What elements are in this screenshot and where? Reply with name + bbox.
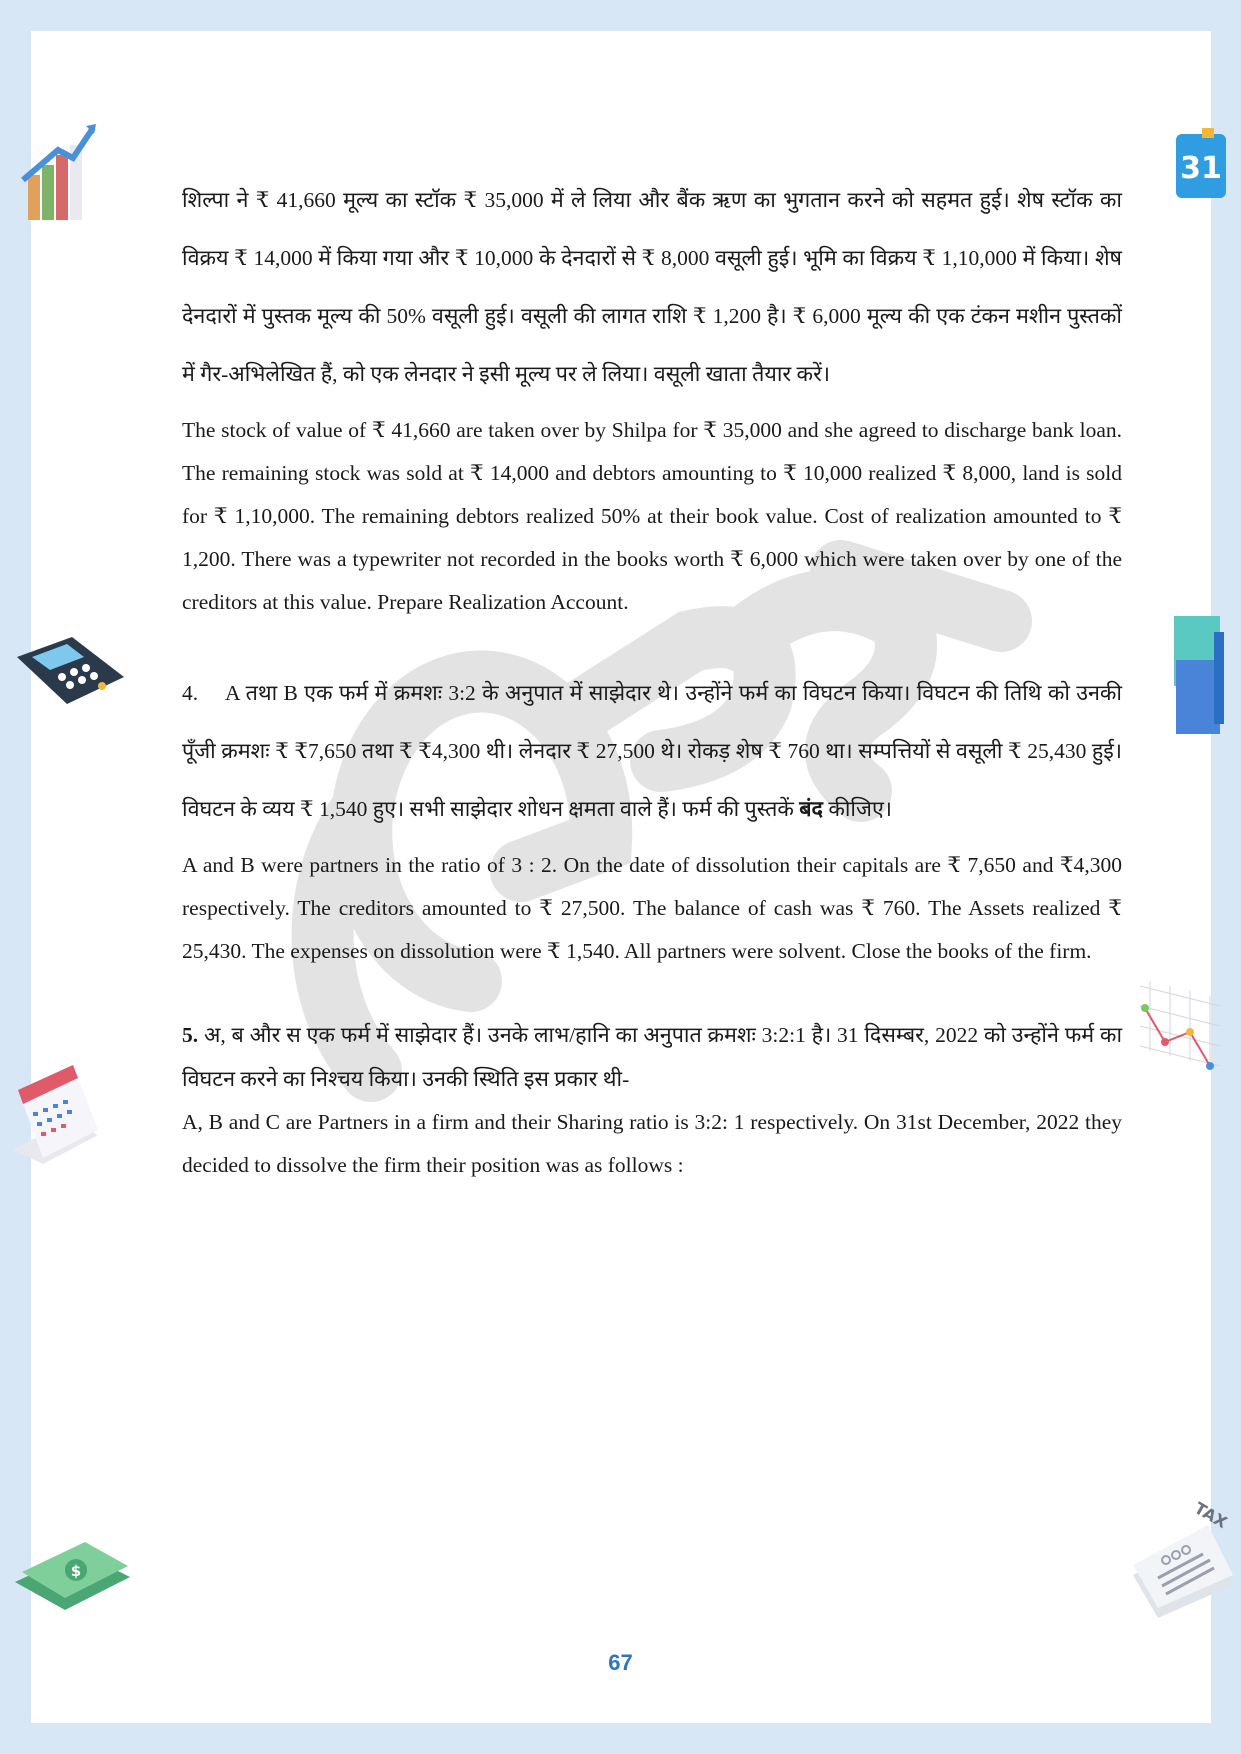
svg-text:TAX: TAX (1191, 1498, 1231, 1533)
desk-calendar-icon (8, 1060, 103, 1165)
question-5-hindi-text: अ, ब और स एक फर्म में साझेदार हैं। उनके लाभ/हानि का अनुपात क्रमशः 3:2:1 है। 31 दिसम्बर, 2022 को उन्होंने फर्म का विघटन करने का निश्चय किया। उनकी स्थिति इस प्रकार थी- (182, 1023, 1123, 1091)
question-5-english: A, B and C are Partners in a firm and their Sharing ratio is 3:2: 1 respectively. On 31st December, 2022 they decided to dissolve the firm their position was as follows : (182, 1110, 1122, 1177)
question-4-hindi-tail: कीजिए। (828, 797, 892, 821)
question-4-hindi-bold: बंद (799, 797, 823, 821)
page-number: 67 (608, 1650, 633, 1675)
question-5-number: 5. (182, 1023, 199, 1047)
question-5-hindi (182, 1013, 1122, 1101)
question-4-hindi-text: A तथा B एक फर्म में क्रमशः 3:2 के अनुपात में साझेदार थे। उन्होंने फर्म का विघटन किया। विघटन की तिथि को उनकी पूँजी क्रमशः ₹ ₹7,650 तथा ₹ ₹4,300 थी। लेनदार ₹ 27,500 थे। रोकड़ शेष ₹ 760 था। सम्पत्तियों से वसूली ₹ 25,430 हुई। विघटन के व्यय ₹ 1,540 हुए। सभी साझेदार शोधन क्षमता वाले हैं। फर्म की पुस्तकें (182, 681, 1122, 821)
question-4-hindi (182, 664, 1122, 838)
money-icon (10, 1532, 132, 1614)
line-graph-icon (1130, 976, 1230, 1076)
growth-chart-icon (18, 120, 98, 225)
shilpa-paragraph-hindi: शिल्पा ने ₹ 41,660 मूल्य का स्टॉक ₹ 35,000 में ले लिया और बैंक ऋण का भुगतान करने को सहमत हुई। शेष स्टॉक का विक्रय ₹ 14,000 में किया गया और ₹ 10,000 के देनदारों से ₹ 8,000 वसूली हुई। भूमि का विक्रय ₹ 1,10,000 में किया। शेष देनदारों में पुस्तक मूल्य की 50% वसूली हुई। वसूली की लागत राशि ₹ 1,200 है। ₹ 6,000 मूल्य की एक टंकन मशीन पुस्तकों में गैर-अभिलेखित हैं, को एक लेनदार ने इसी मूल्य पर ले लिया। वसूली खाता तैयार करें। (182, 188, 1122, 386)
calendar-icon (1172, 126, 1230, 202)
page-content (182, 171, 1122, 1187)
svg-text:31: 31 (1180, 151, 1222, 186)
books-icon (1168, 612, 1230, 737)
tax-document-icon (1128, 1490, 1238, 1620)
svg-text:$: $ (70, 1562, 82, 1580)
question-4-english: A and B were partners in the ratio of 3 : 2. On the date of dissolution their capitals are ₹ 7,650 and ₹4,300 respectively. The creditors amounted to ₹ 27,500. The balance of cash was ₹ 760. The Assets realized ₹ 25,430. The expenses on dissolution were ₹ 1,540. All partners were solvent. Close the books of the firm. (182, 853, 1122, 963)
shilpa-paragraph-english: The stock of value of ₹ 41,660 are taken over by Shilpa for ₹ 35,000 and she agreed to discharge bank loan. The remaining stock was sold at ₹ 14,000 and debtors amounting to ₹ 10,000 realized ₹ 8,000, land is sold for ₹ 1,10,000. The remaining debtors realized 50% at their book value. Cost of realization amounted to ₹ 1,200. There was a typewriter not recorded in the books worth ₹ 6,000 which were taken over by one of the creditors at this value. Prepare Realization Account. (182, 418, 1122, 614)
question-4-number: 4. (182, 681, 199, 705)
document-page (31, 31, 1211, 1723)
calculator-icon (12, 632, 127, 707)
